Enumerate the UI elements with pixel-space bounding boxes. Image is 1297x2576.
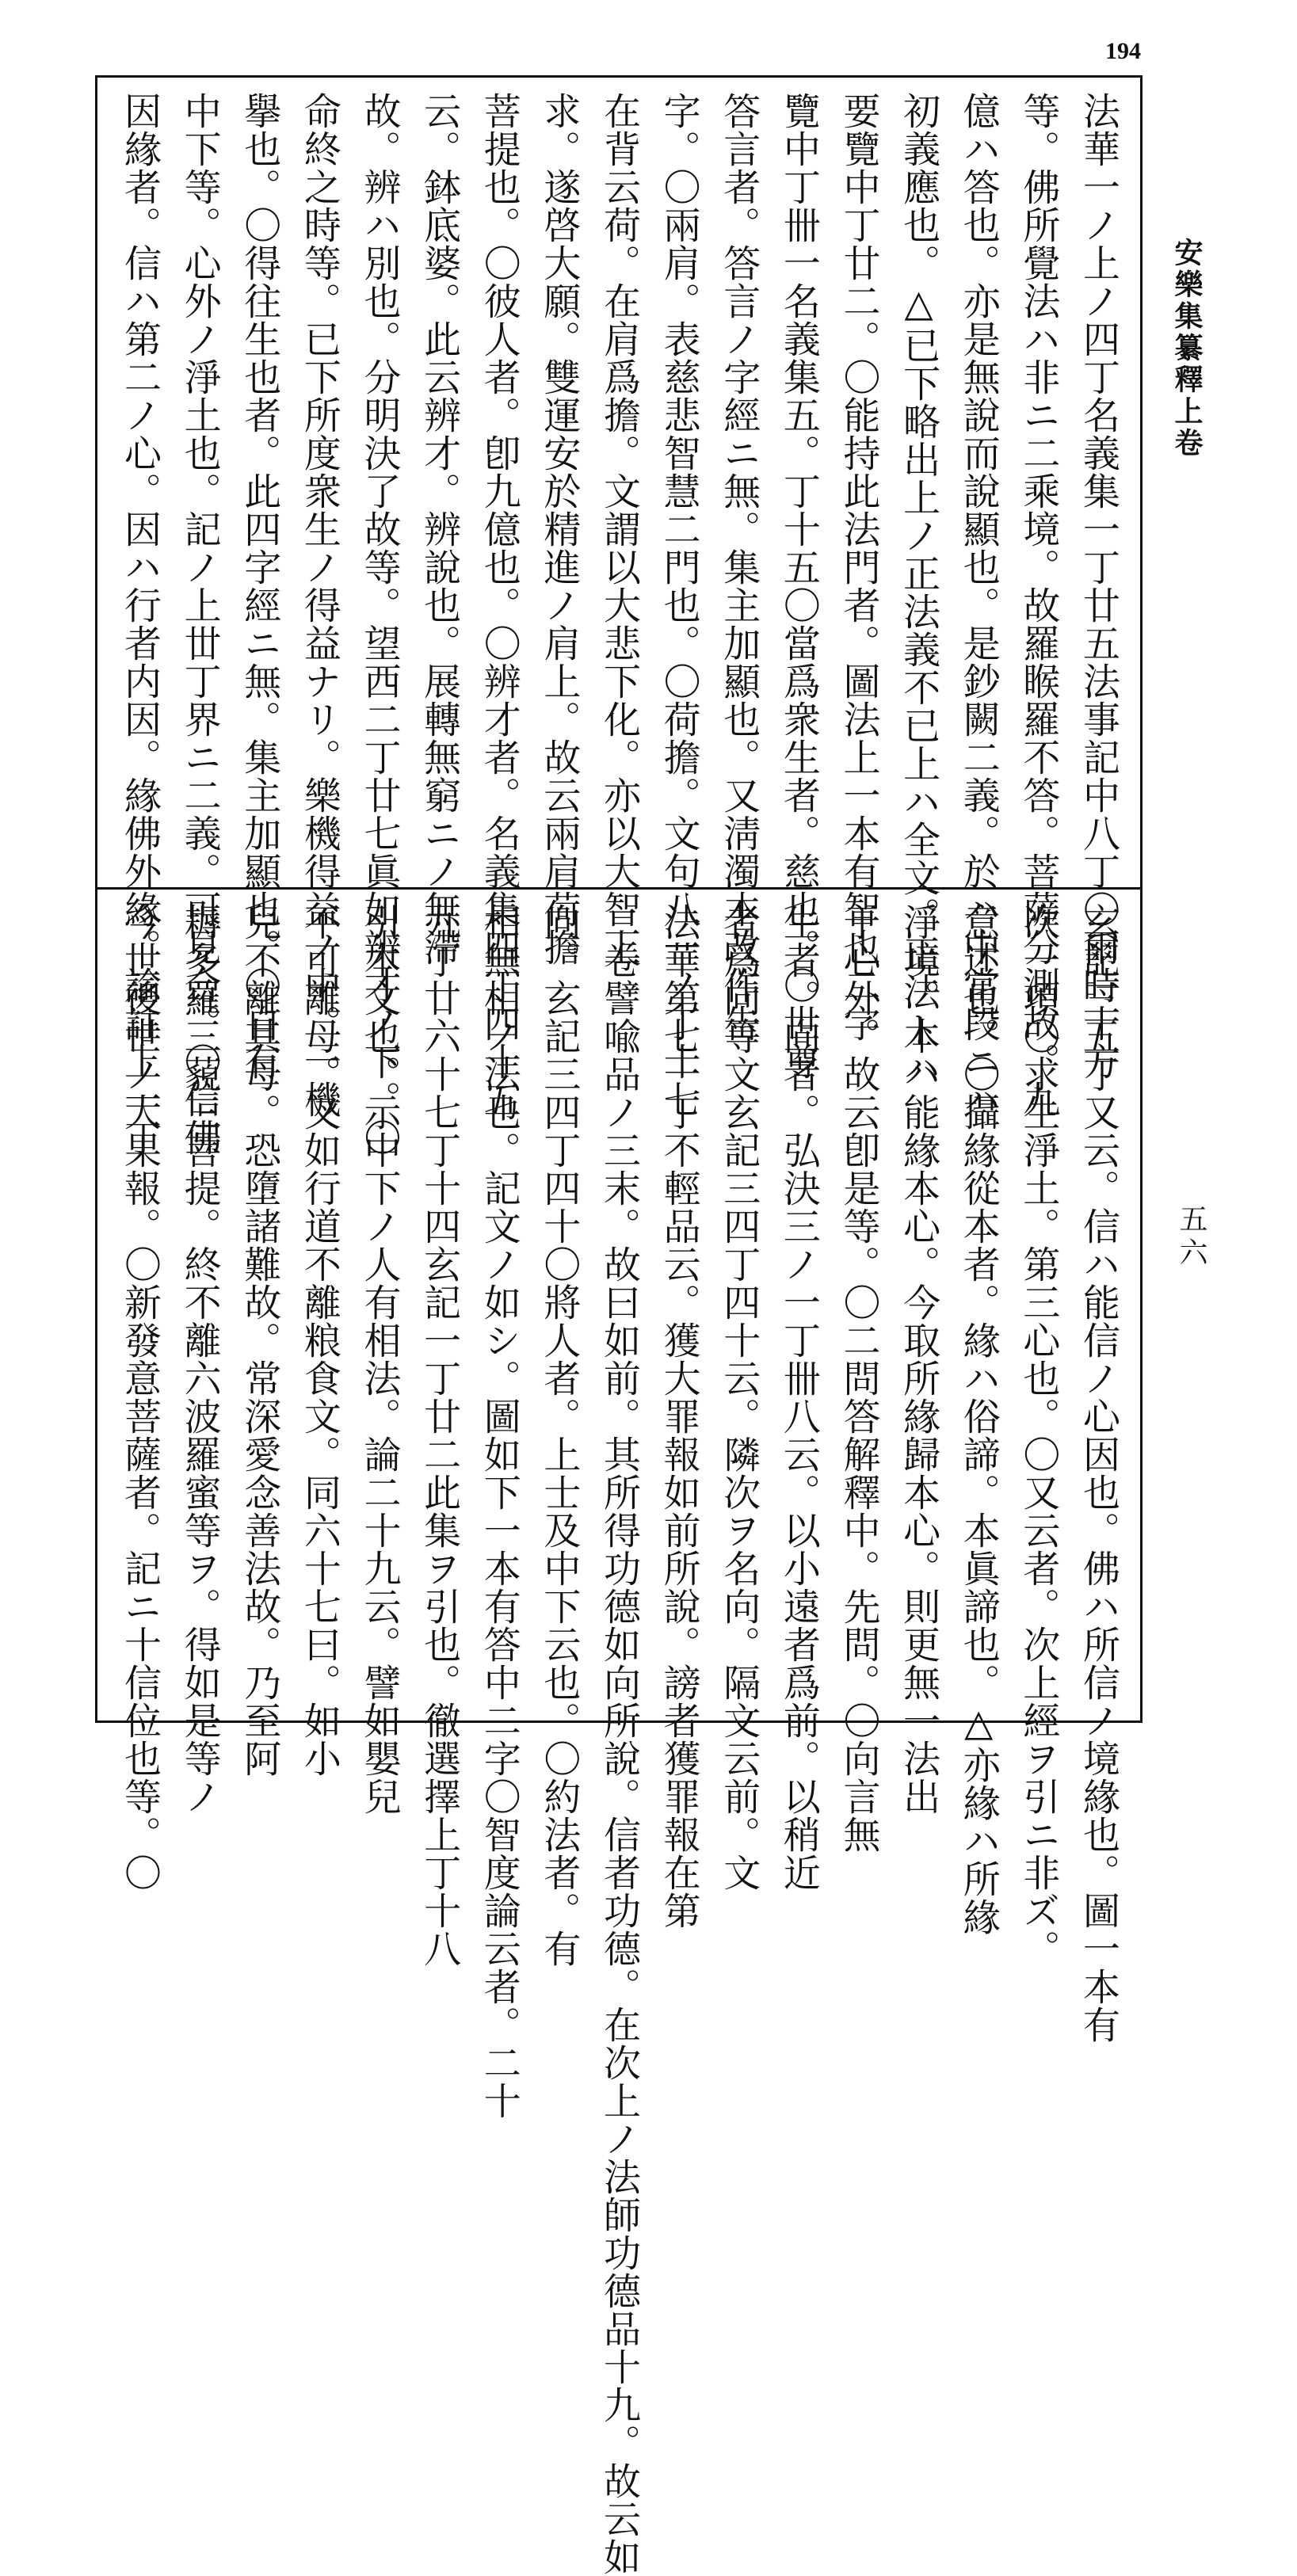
text-column: 字。〇兩肩。表慈悲智慧二門也。〇荷擔。文句八一ノ丁十七 [657,92,701,1118]
text-column: 向。玄記三四丁四十〇將人者。上士及中下云也。〇約法者。有 [537,903,582,1968]
text-column: 初義應也。△已下略出上ノ正法義不已上ハ全文。正法トハ [897,92,941,1087]
running-title: 安樂集纂釋上卷 [1170,238,1204,459]
page-number: 194 [1105,38,1141,64]
text-column: 不可離母。又如行道不離粮食文。同六十七曰。如小 [297,903,341,1778]
text-column: 中下等。心外ノ淨土也。記ノ上丗丁界ニ二義。可見合。〇信佛 [177,92,222,1157]
text-column: 淨境。本ハ能緣本心。今取所緣歸本心。則更無一法出 [897,903,941,1816]
text-column: 今世後世ノ大果報。〇新發意菩薩者。記ニ十信位也等。〇 [118,903,162,1892]
text-column: 于心外。故云卽是等。〇二問答解釋中。先問。〇向言無 [837,903,881,1854]
text-column: 菩提也。〇彼人者。卽九億也。〇辨才者。名義集四丁四十五 [477,92,521,1118]
text-column: 擧也。〇得往生也者。此四字經ニ無。集主加顯也。〇自有 [238,92,282,1080]
text-column: 法華第七一丁不輕品云。獲大罪報如前所說。謗者獲罪報在第 [657,903,701,1930]
text-column: 意述也。〇攝緣從本者。緣ハ俗諦。本眞諦也。△亦緣ハ所緣 [956,903,1001,1936]
text-column: 命終之時等。已下所度衆生ノ得益ナリ。樂機得益ノ中。一機 [297,92,341,1118]
text-column: 億ハ答也。亦是無說而說顯也。是鈔闕二義。於ハ中當段ニハ [956,92,1001,1118]
text-column: 耨多羅三藐三菩提。終不離六波羅蜜等ヲ。得如是等ノ [177,903,222,1816]
text-column: 九丁廿六十七丁十四玄記一丁廿二此集ヲ引也。徹選擇上丁十八 [418,903,462,1968]
text-column: 云。鉢底婆。此云辨才。辨說也。展轉無窮ニノ無滯 [418,92,462,966]
text-column: 答言者。答言ノ字經ニ無。集主加顯也。又淸濁本改作告 [717,92,761,1042]
text-column: 等。佛所覺法ハ非ニ二乘境。故羅睺羅不答。菩薩分測故。九 [1017,92,1061,1118]
text-column: 故。辨ハ別也。分明決了故等。望西二丁廿七眞如辨才ノ下。〇 [357,92,402,1157]
side-page-number: 五六 [1175,1204,1207,1271]
text-column: 引本文也。示中下ノ人有相法。論二十九云。譬如嬰兒 [357,903,402,1816]
text-column: 次一項〇求生淨土。第三心也。〇又云者。次上經ヲ引ニ非ズ。 [1017,903,1061,1968]
text-column: 者爲向等文玄記三四丁四十云。隣次ヲ名向。隔文云前。文 [717,903,761,1892]
text-column: 相無相ノ法也。記文ノ如シ。圖如下一本有答中二字〇智度論云者。二十 [477,903,521,2120]
text-column: 二卷譬喩品ノ三末。故曰如前。其所得功德如向所說。信者功德。在次上ノ法師功德品十九。故云如 [597,903,641,2576]
top-text-block [112,92,1126,1157]
text-column: 覽中丁卌一名義集五。丁十五〇當爲衆生者。慈也。〇世尊 [776,92,821,1080]
text-column: 兒不離其母。恐墮諸難故。常深愛念善法故。乃至阿 [238,903,282,1778]
section-divider [97,887,1140,890]
text-column: 在背云荷。在肩爲擔。文謂以大悲下化。亦以大智上 [597,92,641,966]
bottom-text-block [112,903,1126,2576]
text-column: 求。遂啓大願。雙運安於精進ノ肩上。故云兩肩荷擔 [537,92,582,966]
text-frame [95,75,1143,2576]
text-column: 法華一ノ上ノ四丁名義集一丁廿五法事記中八丁〇爾時十方 [1077,92,1120,1080]
text-column: 玄記三五丁又云。信ハ能信ノ心因也。佛ハ所信ノ境緣也。圖一本有 [1077,903,1120,2044]
text-column: 因緣者。信ハ第二ノ心。因ハ行者内因。緣佛外緣。論註上一丁 [118,92,162,1157]
text-column: 要覽中丁廿二。〇能持此法門者。圖法上一本有智也二字 [837,92,881,1042]
text-column: 生者。向者。弘決三ノ一丁卌八云。以小遠者爲前。以稍近 [776,903,821,1892]
